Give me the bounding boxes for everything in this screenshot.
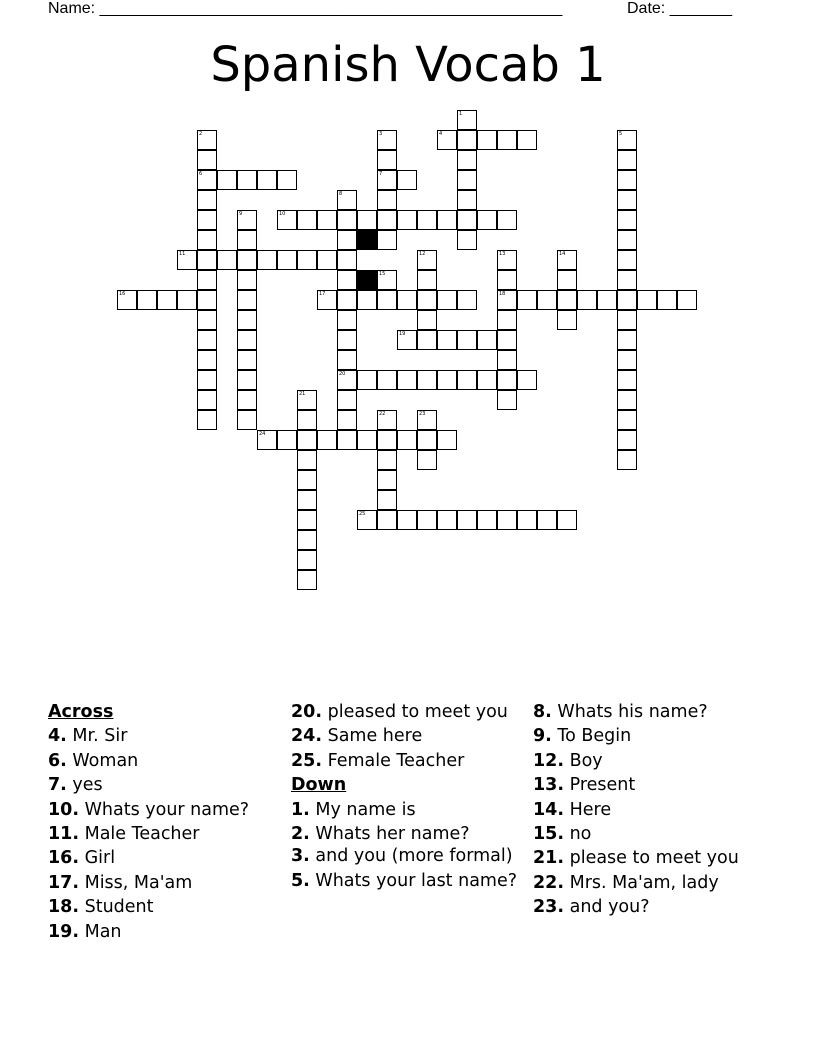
- grid-cell[interactable]: [357, 210, 377, 230]
- grid-cell[interactable]: [297, 570, 317, 590]
- grid-cell[interactable]: [557, 270, 577, 290]
- grid-cell[interactable]: [197, 410, 217, 430]
- grid-cell[interactable]: [297, 450, 317, 470]
- grid-cell[interactable]: [617, 210, 637, 230]
- clue-number-12: 12: [419, 251, 426, 257]
- grid-cell[interactable]: [437, 510, 457, 530]
- clue-across-19: 19. Man: [48, 921, 122, 942]
- grid-cell[interactable]: [617, 250, 637, 270]
- grid-cell[interactable]: [297, 530, 317, 550]
- grid-cell[interactable]: [237, 170, 257, 190]
- grid-cell[interactable]: [217, 250, 237, 270]
- grid-cell[interactable]: [197, 190, 217, 210]
- grid-cell[interactable]: [377, 510, 397, 530]
- grid-cell[interactable]: [357, 290, 377, 310]
- clue-across-20: 20. pleased to meet you: [291, 702, 508, 722]
- grid-cell[interactable]: [237, 350, 257, 370]
- grid-cell[interactable]: [477, 130, 497, 150]
- grid-cell[interactable]: [497, 310, 517, 330]
- grid-cell[interactable]: [237, 290, 257, 310]
- grid-cell[interactable]: [377, 290, 397, 310]
- grid-cell[interactable]: [337, 390, 357, 410]
- clues-column-1: [48, 700, 283, 944]
- grid-cell[interactable]: [377, 450, 397, 470]
- clue-across-10: 10. Whats your name?: [48, 799, 250, 820]
- grid-cell[interactable]: [617, 150, 637, 170]
- clue-number-1: 1: [459, 111, 463, 117]
- grid-cell[interactable]: [517, 130, 537, 150]
- clue-down-22: 22. Mrs. Ma'am, lady: [533, 872, 719, 893]
- grid-cell[interactable]: [297, 210, 317, 230]
- grid-cell[interactable]: [617, 370, 637, 390]
- grid-cell[interactable]: [337, 270, 357, 290]
- grid-cell[interactable]: [617, 270, 637, 290]
- grid-cell[interactable]: [497, 510, 517, 530]
- clue-number-10: 10: [279, 211, 286, 217]
- grid-cell[interactable]: [677, 290, 697, 310]
- clue-number-22: 22: [379, 411, 386, 417]
- clue-down-15: 15. no: [533, 824, 592, 845]
- clue-down-13: 13. Present: [533, 775, 636, 796]
- grid-cell[interactable]: [357, 370, 377, 390]
- grid-cell[interactable]: [617, 450, 637, 470]
- grid-cell[interactable]: [577, 290, 597, 310]
- grid-cell[interactable]: [237, 370, 257, 390]
- clue-down-12: 12. Boy: [533, 750, 603, 771]
- grid-cell[interactable]: [257, 170, 277, 190]
- grid-cell[interactable]: [417, 450, 437, 470]
- grid-cell[interactable]: [337, 230, 357, 250]
- grid-cell[interactable]: [397, 210, 417, 230]
- grid-cell[interactable]: [457, 230, 477, 250]
- grid-cell[interactable]: [437, 290, 457, 310]
- clue-number-6: 6: [199, 171, 203, 177]
- grid-cell[interactable]: [457, 510, 477, 530]
- grid-cell[interactable]: [197, 250, 217, 270]
- grid-cell[interactable]: [197, 370, 217, 390]
- grid-cell[interactable]: [517, 370, 537, 390]
- grid-cell[interactable]: [497, 390, 517, 410]
- grid-cell[interactable]: [237, 270, 257, 290]
- grid-cell[interactable]: [377, 430, 397, 450]
- clue-number-3: 3: [379, 131, 383, 137]
- grid-cell[interactable]: [617, 190, 637, 210]
- clue-number-9: 9: [239, 211, 243, 217]
- grid-cell[interactable]: [297, 490, 317, 510]
- grid-cell[interactable]: [537, 510, 557, 530]
- clue-number-18: 18: [499, 291, 506, 297]
- grid-cell[interactable]: [417, 290, 437, 310]
- grid-cell[interactable]: [397, 170, 417, 190]
- grid-cell[interactable]: [237, 310, 257, 330]
- clue-number-13: 13: [499, 251, 506, 257]
- grid-cell[interactable]: [557, 510, 577, 530]
- grid-cell[interactable]: [337, 210, 357, 230]
- grid-cell[interactable]: [477, 210, 497, 230]
- grid-cell[interactable]: [557, 310, 577, 330]
- clue-across-17: 17. Miss, Ma'am: [48, 872, 193, 893]
- grid-cell[interactable]: [337, 350, 357, 370]
- grid-cell[interactable]: [197, 150, 217, 170]
- grid-cell[interactable]: [617, 170, 637, 190]
- grid-cell[interactable]: [497, 210, 517, 230]
- grid-cell[interactable]: [377, 490, 397, 510]
- grid-cell[interactable]: [437, 330, 457, 350]
- grid-cell[interactable]: [237, 230, 257, 250]
- grid-cell[interactable]: [317, 210, 337, 230]
- grid-cell[interactable]: [297, 550, 317, 570]
- grid-cell[interactable]: [337, 290, 357, 310]
- grid-cell[interactable]: [497, 130, 517, 150]
- grid-cell[interactable]: [237, 390, 257, 410]
- grid-cell[interactable]: [277, 250, 297, 270]
- grid-cell[interactable]: [617, 390, 637, 410]
- grid-cell[interactable]: [377, 370, 397, 390]
- grid-cell[interactable]: [277, 170, 297, 190]
- clue-number-7: 7: [379, 171, 383, 177]
- grid-cell[interactable]: [297, 250, 317, 270]
- clue-across-6: 6. Woman: [48, 750, 139, 771]
- clue-across-4: 4. Mr. Sir: [48, 726, 128, 747]
- clue-number-24: 24: [259, 431, 266, 437]
- grid-cell[interactable]: [497, 270, 517, 290]
- grid-cell[interactable]: [417, 510, 437, 530]
- grid-cell[interactable]: [477, 330, 497, 350]
- grid-cell[interactable]: [437, 370, 457, 390]
- clue-number-2: 2: [199, 131, 203, 137]
- clue-across-25: 25. Female Teacher: [291, 750, 465, 771]
- grid-cell[interactable]: [617, 230, 637, 250]
- grid-cell[interactable]: [457, 130, 477, 150]
- grid-cell[interactable]: [237, 250, 257, 270]
- grid-cell[interactable]: [417, 330, 437, 350]
- grid-cell[interactable]: [457, 290, 477, 310]
- clue-number-20: 20: [339, 371, 346, 377]
- grid-cell[interactable]: [177, 290, 197, 310]
- grid-block: [357, 230, 377, 250]
- page-title: Spanish Vocab 1: [210, 37, 606, 93]
- grid-cell[interactable]: [337, 310, 357, 330]
- grid-cell[interactable]: [137, 290, 157, 310]
- grid-cell[interactable]: [217, 170, 237, 190]
- grid-cell[interactable]: [377, 190, 397, 210]
- clue-number-21: 21: [299, 391, 306, 397]
- grid-cell[interactable]: [337, 330, 357, 350]
- grid-cell[interactable]: [437, 210, 457, 230]
- grid-cell[interactable]: [417, 370, 437, 390]
- grid-cell[interactable]: [537, 290, 557, 310]
- grid-cell[interactable]: [237, 330, 257, 350]
- clue-number-8: 8: [339, 191, 343, 197]
- grid-cell[interactable]: [457, 330, 477, 350]
- grid-cell[interactable]: [617, 350, 637, 370]
- grid-cell[interactable]: [417, 310, 437, 330]
- clue-down-21: 21. please to meet you: [533, 848, 739, 869]
- grid-cell[interactable]: [357, 430, 377, 450]
- clue-number-16: 16: [119, 291, 126, 297]
- clue-down-9: 9. To Begin: [533, 726, 632, 747]
- grid-cell[interactable]: [497, 330, 517, 350]
- grid-cell[interactable]: [397, 370, 417, 390]
- clue-down-1: 1. My name is: [291, 799, 416, 820]
- grid-cell[interactable]: [197, 350, 217, 370]
- grid-cell[interactable]: [317, 250, 337, 270]
- grid-cell[interactable]: [497, 370, 517, 390]
- grid-cell[interactable]: [417, 210, 437, 230]
- grid-cell[interactable]: [197, 210, 217, 230]
- grid-cell[interactable]: [557, 290, 577, 310]
- grid-cell[interactable]: [257, 250, 277, 270]
- grid-cell[interactable]: [517, 510, 537, 530]
- grid-cell[interactable]: [197, 390, 217, 410]
- grid-cell[interactable]: [457, 210, 477, 230]
- grid-cell[interactable]: [377, 470, 397, 490]
- grid-cell[interactable]: [197, 330, 217, 350]
- grid-cell[interactable]: [297, 470, 317, 490]
- grid-cell[interactable]: [457, 190, 477, 210]
- clue-number-14: 14: [559, 251, 566, 257]
- grid-cell[interactable]: [397, 430, 417, 450]
- grid-cell[interactable]: [397, 290, 417, 310]
- grid-cell[interactable]: [297, 510, 317, 530]
- grid-cell[interactable]: [297, 430, 317, 450]
- across-heading: Across: [48, 702, 114, 722]
- grid-cell[interactable]: [637, 290, 657, 310]
- grid-cell[interactable]: [417, 430, 437, 450]
- grid-cell[interactable]: [197, 230, 217, 250]
- grid-cell[interactable]: [457, 170, 477, 190]
- grid-cell[interactable]: [337, 250, 357, 270]
- grid-cell[interactable]: [477, 510, 497, 530]
- grid-cell[interactable]: [297, 410, 317, 430]
- grid-cell[interactable]: [477, 370, 497, 390]
- grid-cell[interactable]: [617, 430, 637, 450]
- clue-number-25: 25: [359, 511, 366, 517]
- grid-cell[interactable]: [377, 150, 397, 170]
- clue-number-5: 5: [619, 131, 623, 137]
- grid-cell[interactable]: [617, 290, 637, 310]
- clue-down-8: 8. Whats his name?: [533, 702, 708, 722]
- grid-cell[interactable]: [437, 430, 457, 450]
- clue-across-11: 11. Male Teacher: [48, 824, 200, 845]
- grid-cell[interactable]: [277, 430, 297, 450]
- grid-cell[interactable]: [397, 510, 417, 530]
- grid-cell[interactable]: [617, 410, 637, 430]
- grid-cell[interactable]: [377, 210, 397, 230]
- grid-cell[interactable]: [197, 290, 217, 310]
- clue-number-11: 11: [179, 251, 186, 257]
- grid-cell[interactable]: [337, 410, 357, 430]
- down-heading: Down: [291, 775, 347, 796]
- clue-number-15: 15: [379, 271, 386, 277]
- grid-cell[interactable]: [617, 310, 637, 330]
- grid-cell[interactable]: [597, 290, 617, 310]
- grid-cell[interactable]: [417, 270, 437, 290]
- clue-across-16: 16. Girl: [48, 848, 116, 869]
- clue-number-19: 19: [399, 331, 406, 337]
- clues-column-3: [533, 700, 793, 920]
- grid-cell[interactable]: [197, 270, 217, 290]
- grid-cell[interactable]: [337, 430, 357, 450]
- grid-cell[interactable]: [657, 290, 677, 310]
- clue-number-4: 4: [439, 131, 443, 137]
- clue-down-2: 2. Whats her name?: [291, 824, 470, 845]
- grid-cell[interactable]: [237, 410, 257, 430]
- clue-down-14: 14. Here: [533, 799, 612, 820]
- grid-cell[interactable]: [377, 230, 397, 250]
- clue-across-7: 7. yes: [48, 775, 103, 796]
- grid-cell[interactable]: [197, 310, 217, 330]
- grid-cell[interactable]: [497, 350, 517, 370]
- clue-number-17: 17: [319, 291, 326, 297]
- grid-cell[interactable]: [157, 290, 177, 310]
- clue-down-5: 5. Whats your last name?: [291, 871, 518, 892]
- grid-cell[interactable]: [617, 330, 637, 350]
- clue-across-24: 24. Same here: [291, 726, 423, 747]
- clue-number-23: 23: [419, 411, 426, 417]
- grid-cell[interactable]: [457, 150, 477, 170]
- grid-cell[interactable]: [457, 370, 477, 390]
- grid-cell[interactable]: [517, 290, 537, 310]
- clue-across-18: 18. Student: [48, 897, 154, 918]
- grid-block: [357, 270, 377, 290]
- clue-down-23: 23. and you?: [533, 897, 650, 918]
- grid-cell[interactable]: [317, 430, 337, 450]
- clue-down-3: 3. and you (more formal): [291, 846, 513, 867]
- name-field[interactable]: Name: ____________________________________________________: [48, 0, 563, 17]
- date-field[interactable]: Date: _______: [627, 0, 732, 17]
- clues-column-2: [291, 700, 526, 896]
